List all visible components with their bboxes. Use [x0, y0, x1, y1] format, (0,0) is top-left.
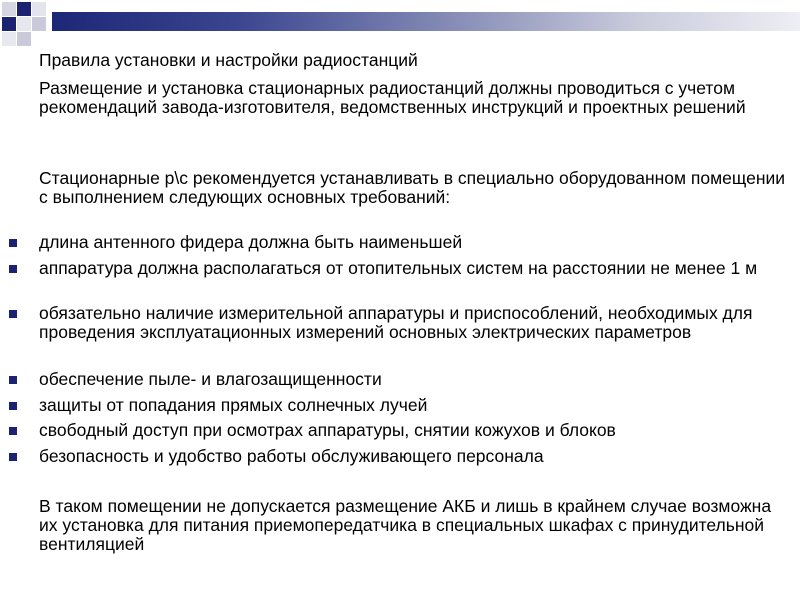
bullet-text: защиты от попадания прямых солнечных лучей	[39, 395, 428, 415]
bullet-text: свободный доступ при осмотрах аппаратуры, снятии кожухов и блоков	[39, 420, 616, 440]
square-bullet-icon	[9, 239, 17, 247]
square-bullet-icon	[9, 310, 17, 318]
square-bullet-icon	[9, 376, 17, 384]
requirements-lead-paragraph: Стационарные р\с рекомендуется устанавливать в специально оборудованном помещении с выполнением следующих основных требований:	[39, 168, 786, 207]
deco-square-2	[17, 2, 31, 16]
deco-square-7	[2, 32, 16, 46]
deco-square-5	[17, 17, 31, 31]
square-bullet-icon	[9, 402, 17, 410]
intro-paragraph: Размещение и установка стационарных радиостанций должны проводиться с учетом рекомендаций завода-изготовителя, ведомственных инструкций и проектных решений	[39, 78, 746, 117]
bullet-text: аппаратура должна располагаться от отопительных систем на расстоянии не менее 1 м	[39, 258, 758, 278]
bullet-text: длина антенного фидера должна быть наименьшей	[39, 232, 463, 252]
slide-title: Правила установки и настройки радиостанций	[39, 50, 418, 70]
bullet-text: безопасность и удобство работы обслуживающего персонала	[39, 446, 544, 466]
deco-square-1	[2, 2, 16, 16]
bullet-text: обеспечение пыле- и влагозащищенности	[39, 369, 382, 389]
bullet-text: обязательно наличие измерительной аппаратуры и приспособлений, необходимых для проведения эксплуатационных измерений основных электрических параметров	[39, 303, 753, 342]
deco-square-4	[2, 17, 16, 31]
square-bullet-icon	[9, 427, 17, 435]
closing-paragraph: В таком помещении не допускается размещение АКБ и лишь в крайнем случае возможна их установка для питания приемопередатчика в специальных шкафах с принудительной вентиляцией	[39, 496, 772, 554]
decorative-gradient-bar	[52, 12, 800, 31]
deco-square-8	[17, 32, 31, 46]
square-bullet-icon	[9, 453, 17, 461]
deco-square-6	[32, 17, 46, 31]
deco-square-3	[32, 2, 46, 16]
decorative-squares	[0, 0, 60, 48]
square-bullet-icon	[9, 265, 17, 273]
